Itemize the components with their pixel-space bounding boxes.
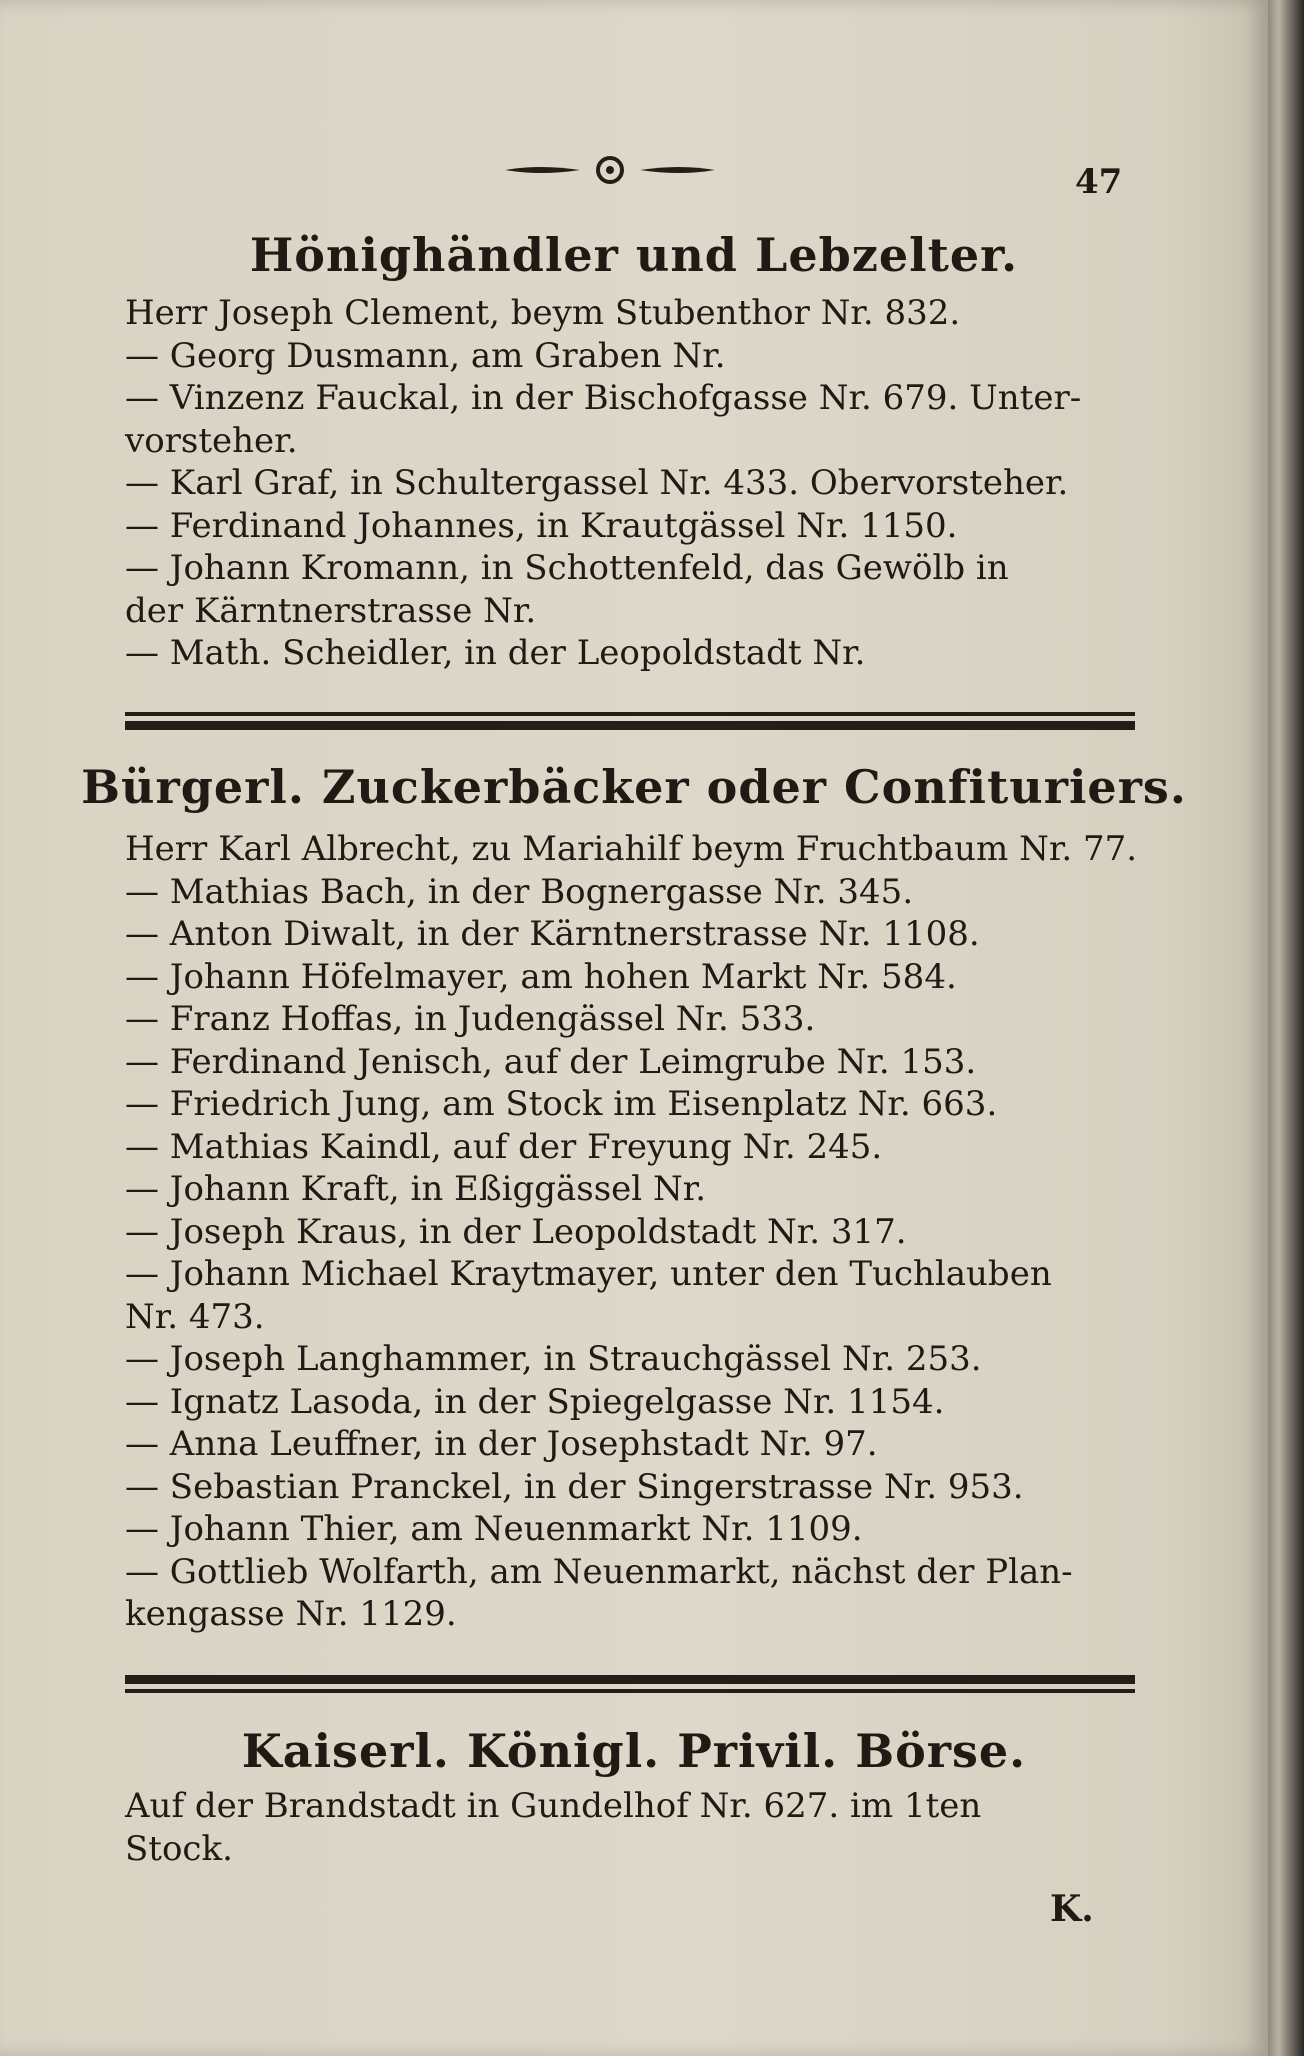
list-line: — Anton Diwalt, in der Kärntnerstrasse Nr. 1108.: [125, 914, 980, 954]
list-line: — Friedrich Jung, am Stock im Eisenplatz Nr. 663.: [125, 1084, 998, 1124]
list-line: — Johann Michael Kraytmayer, unter den Tuchlauben: [125, 1254, 1052, 1294]
list-line: — Johann Kraft, in Eßiggässel Nr.: [125, 1169, 707, 1209]
section-divider: [125, 712, 1135, 734]
list-line: kengasse Nr. 1129.: [125, 1594, 457, 1634]
list-line: Stock.: [125, 1828, 233, 1869]
list-line: Auf der Brandstadt in Gundelhof Nr. 627. im 1ten: [125, 1786, 982, 1826]
list-line: — Karl Graf, in Schultergassel Nr. 433. Obervorsteher.: [125, 463, 1069, 503]
list-line: Nr. 473.: [125, 1296, 265, 1337]
section-title-confectioners: Bürgerl. Zuckerbäcker oder Confituriers.: [81, 760, 1187, 814]
list-line: der Kärntnerstrasse Nr.: [125, 590, 537, 631]
list-line: — Ferdinand Johannes, in Krautgässel Nr. 1150.: [125, 505, 958, 546]
list-line: — Gottlieb Wolfarth, am Neuenmarkt, nächst der Plan-: [125, 1551, 1073, 1592]
exchange-address: [125, 1785, 1135, 1870]
list-line: — Ferdinand Jenisch, auf der Leimgrube Nr. 153.: [125, 1041, 977, 1082]
list-line: — Mathias Kaindl, auf der Freyung Nr. 245.: [125, 1126, 883, 1167]
header-ornament: [500, 150, 720, 190]
catchword: K.: [1050, 1888, 1094, 1930]
list-line: — Franz Hoffas, in Judengässel Nr. 533.: [125, 999, 816, 1039]
section-title-honey-dealers: Hönighändler und Lebzelter.: [249, 228, 1019, 282]
section-divider: [125, 1675, 1135, 1697]
book-spine-edge: [1268, 0, 1304, 2056]
list-line: — Math. Scheidler, in der Leopoldstadt Nr.: [125, 633, 866, 673]
list-line: — Johann Kromann, in Schottenfeld, das Gewölb in: [125, 548, 1009, 588]
list-line: — Johann Höfelmayer, am hohen Markt Nr. 584.: [125, 956, 957, 997]
list-line: Herr Karl Albrecht, zu Mariahilf beym Fruchtbaum Nr. 77.: [125, 829, 1138, 869]
list-line: — Georg Dusmann, am Graben Nr.: [125, 335, 726, 376]
list-line: vorsteher.: [125, 420, 298, 461]
honey-dealers-list: [125, 292, 1135, 675]
confectioners-list: [125, 828, 1138, 1636]
list-line: — Mathias Bach, in der Bognergasse Nr. 345.: [125, 871, 914, 912]
list-line: — Joseph Langhammer, in Strauchgässel Nr. 253.: [125, 1339, 982, 1379]
list-line: — Ignatz Lasoda, in der Spiegelgasse Nr. 1154.: [125, 1381, 945, 1422]
list-line: — Sebastian Pranckel, in der Singerstrasse Nr. 953.: [125, 1466, 1024, 1507]
list-line: — Vinzenz Fauckal, in der Bischofgasse Nr. 679. Unter-: [125, 378, 1082, 418]
section-title-exchange: Kaiserl. Königl. Privil. Börse.: [241, 1724, 1027, 1778]
list-line: — Johann Thier, am Neuenmarkt Nr. 1109.: [125, 1509, 863, 1549]
list-line: — Anna Leuffner, in der Josephstadt Nr. 97.: [125, 1424, 878, 1464]
page-number: 47: [1075, 162, 1123, 202]
list-line: Herr Joseph Clement, beym Stubenthor Nr. 832.: [125, 293, 961, 333]
list-line: — Joseph Kraus, in der Leopoldstadt Nr. 317.: [125, 1211, 907, 1252]
